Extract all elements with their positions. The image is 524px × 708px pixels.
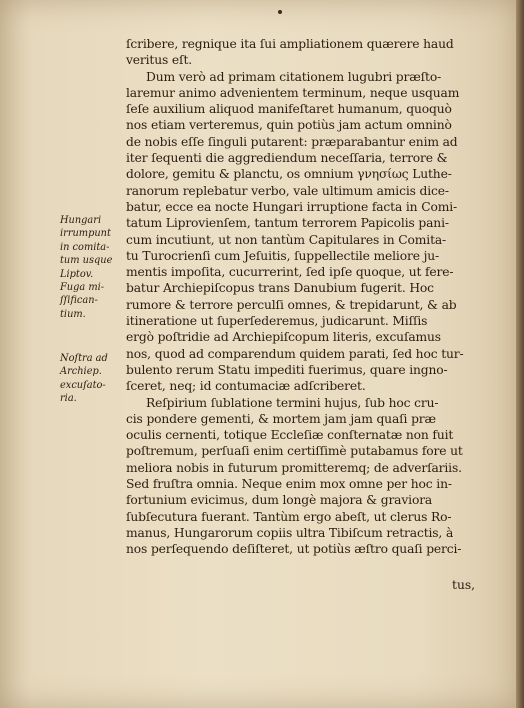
text-line: mentis impoſita, cucurrerint, ſed ipſe quoque, ut fere- (126, 265, 454, 280)
margin-note-line: Noſtra ad (60, 353, 108, 364)
text-line: cum incutiunt, ut non tantùm Capitulares in Comita- (126, 232, 447, 247)
text-line: manus, Hungarorum copiis ultra Tibiſcum retractis, à (126, 525, 454, 540)
text-line: fortunium evicimus, dum longè majora & graviora (126, 493, 433, 508)
ink-dot (278, 10, 282, 14)
margin-note-line: Archiep. (60, 366, 102, 378)
margin-note-line: Hungari (60, 215, 102, 226)
text-line: ſeſe auxilium aliquod manifeſtaret humanum, quoquò (126, 102, 452, 117)
text-line: ſceret, neq; id contumaciæ adſcriberet. (126, 379, 366, 394)
text-line: cis pondere gementi, & mortem jam jam quaſi præ (126, 411, 436, 426)
text-line: veritus eſt. (126, 53, 192, 68)
margin-note-line: Fuga mi- (60, 282, 105, 294)
margin-note-line: ſſifican- (60, 295, 98, 307)
margin-note-line: Liptov. (60, 268, 94, 280)
text-line: poſtremum, perſuaſi enim certiſſimè putabamus fore ut (126, 444, 463, 459)
text-line: iter ſequenti die aggrediendum neceſſaria, terrore & (126, 151, 448, 166)
text-line: ſubſecutura fuerant. Tantùm ergo abeſt, ut clerus Ro- (126, 509, 452, 524)
text-line: ergò poſtridie ad Archiepiſcopum literis, excuſamus (126, 330, 441, 345)
margin-note-line: tium. (60, 308, 86, 320)
text-line: dolore, gemitu & planctu, os omnium γνησίως Luthe- (126, 167, 452, 182)
text-line: Sed fruſtra omnia. Neque enim mox omne per hoc in- (126, 477, 452, 492)
margin-note-line: in comita- (60, 241, 110, 253)
text-line: ranorum replebatur verbo, vale ultimum amicis dice- (126, 183, 449, 198)
text-line: de nobis eſſe ſinguli putarent: præparabantur enim ad (126, 134, 458, 149)
margin-note-nostra (60, 352, 124, 406)
margin-note-line: ria. (60, 393, 77, 405)
page-gutter-edge (516, 0, 524, 708)
margin-note-line: tum usque (60, 255, 113, 267)
margin-note-line: excuſato- (60, 379, 106, 391)
text-line: batur Archiepiſcopus trans Danubium fugerit. Hoc (126, 281, 434, 296)
margin-note-line: irrumpunt (60, 228, 111, 240)
text-line: Dum verò ad primam citationem lugubri præſto- (146, 69, 442, 84)
text-line: oculis cernenti, totique Eccleſiæ conſternatæ non fuit (126, 428, 454, 443)
text-line: tatum Liprovienſem, tantum terrorem Papicolis pani- (126, 216, 449, 231)
catchword: tus, (452, 578, 476, 592)
text-line: Reſpirium ſublatione termini hujus, ſub hoc cru- (146, 395, 439, 410)
text-line: rumore & terrore perculſi omnes, & trepidarunt, & ab (126, 297, 457, 312)
text-line: ſcribere, regnique ita ſui ampliationem quærere haud (126, 37, 454, 51)
text-line: nos, quod ad comparendum quidem parati, ſed hoc tur- (126, 346, 464, 361)
text-line: bulento rerum Statu impediti fuerimus, quare ingno- (126, 362, 448, 377)
text-line: batur, ecce ea nocte Hungari irruptione facta in Comi- (126, 199, 458, 214)
text-line: meliora nobis in futurum promitteremq; de adverſariis. (126, 460, 462, 475)
text-line: nos etiam verteremus, quin potiùs jam actum omninò (126, 118, 452, 133)
text-line: tu Turocrienſi cum Jeſuitis, ſuppellectile meliore ju- (126, 248, 440, 263)
text-line: laremur animo advenientem terminum, neque usquam (126, 85, 460, 100)
main-text-block (126, 36, 478, 558)
text-line: nos perſequendo deſiſteret, ut potiùs æſtro quaſi perci- (126, 542, 462, 557)
margin-note-hungari (60, 214, 124, 321)
text-line: itineratione ut ſuperſederemus, judicarunt. Miſſis (126, 314, 428, 329)
